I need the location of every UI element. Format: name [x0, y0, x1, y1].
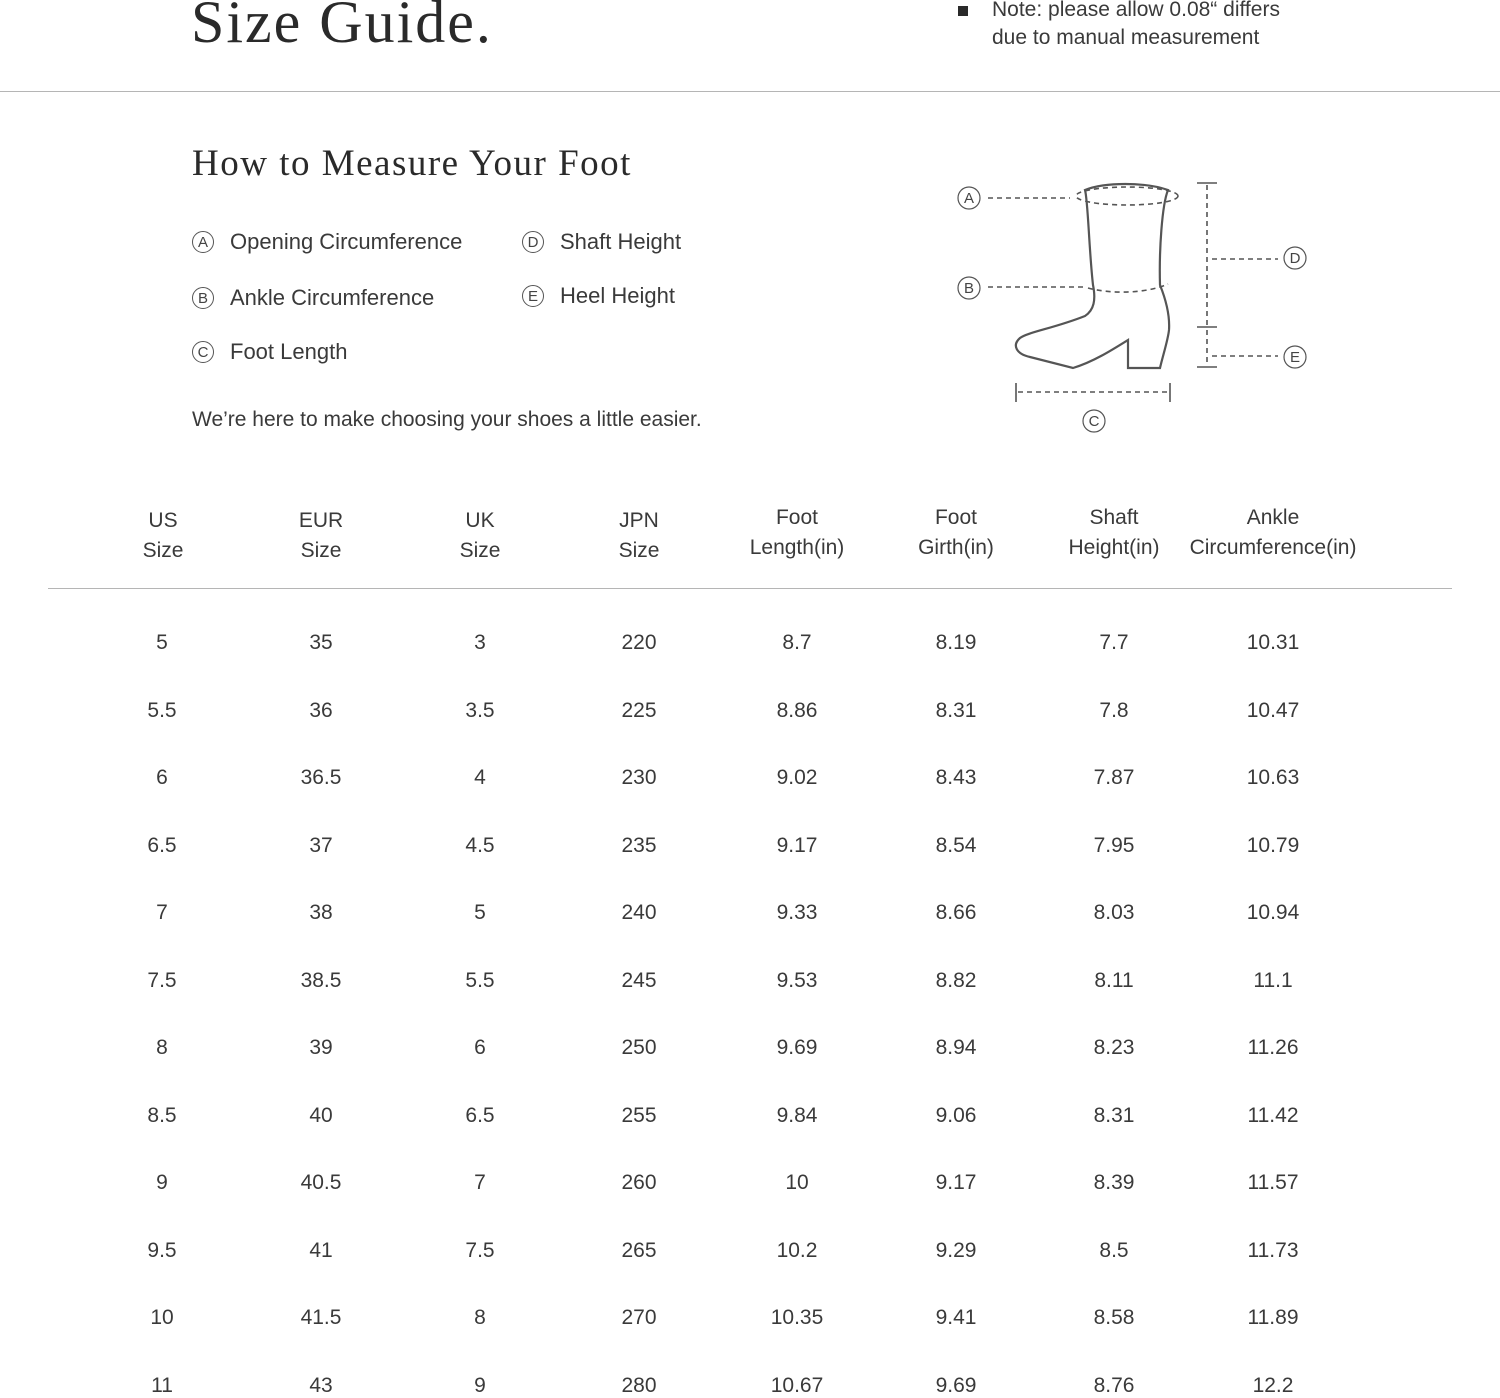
table-cell: 10.47: [1246, 699, 1300, 722]
table-cell: 8.03: [1093, 901, 1135, 924]
table-cell: 9: [156, 1171, 168, 1194]
table-cell: 8.5: [1099, 1239, 1129, 1262]
note-line-1: Note: please allow 0.08“ differs: [992, 0, 1280, 21]
table-cell: 10: [150, 1306, 174, 1329]
table-cell: 7: [474, 1171, 486, 1194]
table-cell: 9: [474, 1374, 486, 1397]
table-cell: 9.02: [776, 766, 818, 789]
table-cell: 40: [309, 1104, 333, 1127]
table-cell: 8.11: [1094, 969, 1134, 992]
table-cell: 5: [156, 631, 168, 654]
table-cell: 40.5: [300, 1171, 342, 1194]
legend-label: Foot Length: [230, 339, 348, 364]
table-cell: 41.5: [300, 1306, 342, 1329]
column-header-uk-size: UK Size: [459, 509, 501, 562]
header-divider: [0, 91, 1500, 92]
table-cell: 7.87: [1093, 766, 1135, 789]
table-cell: 8.43: [935, 766, 977, 789]
letter-a-icon: A: [192, 231, 214, 253]
diagram-label-b: B: [963, 280, 975, 297]
table-cell: 265: [621, 1239, 657, 1262]
table-cell: 39: [309, 1036, 333, 1059]
legend-item-foot-length: [192, 339, 347, 365]
table-cell: 8.31: [935, 699, 977, 722]
table-cell: 7.5: [147, 969, 177, 992]
table-cell: 11.73: [1247, 1239, 1299, 1262]
table-cell: 11: [151, 1374, 173, 1397]
table-cell: 6: [474, 1036, 486, 1059]
column-header-shaft-height: Shaft Height(in): [1068, 506, 1160, 559]
table-cell: 10.63: [1246, 766, 1300, 789]
letter-d-icon: D: [522, 231, 544, 253]
table-cell: 250: [621, 1036, 657, 1059]
table-cell: 5.5: [147, 699, 177, 722]
diagram-label-a: A: [963, 190, 975, 207]
table-cell: 35: [309, 631, 333, 654]
table-cell: 10: [785, 1171, 809, 1194]
table-cell: 36.5: [300, 766, 342, 789]
table-cell: 36: [309, 699, 333, 722]
table-cell: 7.7: [1099, 631, 1129, 654]
table-cell: 255: [621, 1104, 657, 1127]
table-cell: 8.5: [147, 1104, 177, 1127]
diagram-label-d: D: [1289, 250, 1301, 267]
table-cell: 3: [474, 631, 486, 654]
table-cell: 235: [621, 834, 657, 857]
table-cell: 41: [309, 1239, 333, 1262]
table-cell: 8.54: [935, 834, 977, 857]
table-cell: 8.19: [935, 631, 977, 654]
table-cell: 9.84: [776, 1104, 818, 1127]
table-cell: 8.66: [935, 901, 977, 924]
column-header-eur-size: EUR Size: [298, 509, 344, 562]
legend-item-heel-height: [522, 283, 675, 309]
table-cell: 12.2: [1252, 1374, 1294, 1397]
table-cell: 8.31: [1093, 1104, 1135, 1127]
measure-section-title: How to Measure Your Foot: [192, 143, 632, 184]
table-cell: 8: [156, 1036, 168, 1059]
ankle-circumference-line: [1088, 284, 1168, 292]
table-cell: 9.29: [935, 1239, 977, 1262]
table-cell: 7.5: [465, 1239, 495, 1262]
table-cell: 6.5: [147, 834, 177, 857]
table-cell: 10.31: [1246, 631, 1300, 654]
table-cell: 43: [309, 1374, 333, 1397]
table-cell: 220: [621, 631, 657, 654]
table-cell: 10.2: [776, 1239, 818, 1262]
table-cell: 10.67: [770, 1374, 824, 1397]
legend-label: Heel Height: [560, 283, 675, 308]
table-cell: 8.58: [1093, 1306, 1135, 1329]
legend-label: Shaft Height: [560, 229, 682, 254]
legend-item-opening-circumference: [192, 229, 462, 255]
letter-c-icon: C: [192, 341, 214, 363]
table-cell: 280: [621, 1374, 657, 1397]
table-cell: 3.5: [465, 699, 495, 722]
table-cell: 11.89: [1247, 1306, 1299, 1329]
table-cell: 11.26: [1247, 1036, 1299, 1059]
table-cell: 9.06: [935, 1104, 977, 1127]
legend-item-ankle-circumference: [192, 285, 434, 311]
page-title: Size Guide.: [191, 0, 493, 55]
note-line-2: due to manual measurement: [992, 26, 1260, 49]
table-cell: 9.33: [776, 901, 818, 924]
table-cell: 225: [621, 699, 657, 722]
table-cell: 10.79: [1246, 834, 1300, 857]
table-cell: 10.94: [1246, 901, 1300, 924]
legend-label: Ankle Circumference: [230, 285, 435, 310]
table-cell: 9.69: [776, 1036, 818, 1059]
table-header-divider: [48, 588, 1452, 589]
column-header-jpn-size: JPN Size: [618, 509, 660, 562]
table-cell: 8.82: [935, 969, 977, 992]
square-bullet-icon: [958, 6, 968, 16]
table-cell: 7: [156, 901, 168, 924]
column-header-us-size: US Size: [142, 509, 184, 562]
table-cell: 230: [621, 766, 657, 789]
table-cell: 9.53: [776, 969, 818, 992]
table-cell: 8.7: [782, 631, 812, 654]
column-header-ankle-circumference: Ankle Circumference(in): [1189, 506, 1357, 559]
boot-measurement-diagram: [940, 165, 1340, 445]
table-cell: 9.69: [935, 1374, 977, 1397]
table-cell: 7.95: [1093, 834, 1135, 857]
table-cell: 9.17: [776, 834, 818, 857]
table-cell: 37: [309, 834, 333, 857]
diagram-label-c: C: [1088, 413, 1100, 430]
table-cell: 4: [474, 766, 486, 789]
table-cell: 9.41: [935, 1306, 977, 1329]
letter-b-icon: B: [192, 287, 214, 309]
table-cell: 4.5: [465, 834, 495, 857]
table-cell: 8.86: [776, 699, 818, 722]
tagline: We’re here to make choosing your shoes a little easier.: [192, 408, 702, 431]
table-cell: 6: [156, 766, 168, 789]
table-cell: 9.17: [935, 1171, 977, 1194]
diagram-label-e: E: [1289, 349, 1301, 366]
legend-item-shaft-height: [522, 229, 681, 255]
table-cell: 11.1: [1253, 969, 1293, 992]
table-cell: 270: [621, 1306, 657, 1329]
opening-circumference-line: [1076, 187, 1178, 205]
table-cell: 8.76: [1093, 1374, 1135, 1397]
measurement-note: [958, 0, 1280, 52]
table-cell: 11.57: [1247, 1171, 1299, 1194]
table-cell: 11.42: [1247, 1104, 1299, 1127]
table-cell: 5.5: [465, 969, 495, 992]
table-cell: 245: [621, 969, 657, 992]
table-cell: 10.35: [770, 1306, 824, 1329]
table-cell: 240: [621, 901, 657, 924]
column-header-foot-length: Foot Length(in): [749, 506, 845, 559]
table-cell: 9.5: [147, 1239, 177, 1262]
table-cell: 260: [621, 1171, 657, 1194]
table-cell: 8.23: [1093, 1036, 1135, 1059]
letter-e-icon: E: [522, 285, 544, 307]
table-cell: 8.39: [1093, 1171, 1135, 1194]
table-cell: 8.94: [935, 1036, 977, 1059]
table-cell: 6.5: [465, 1104, 495, 1127]
legend-label: Opening Circumference: [230, 229, 463, 254]
table-cell: 7.8: [1099, 699, 1129, 722]
table-cell: 5: [474, 901, 486, 924]
table-cell: 8: [474, 1306, 486, 1329]
column-header-foot-girth: Foot Girth(in): [918, 506, 994, 559]
boot-outline-icon: [1016, 184, 1169, 368]
table-cell: 38: [309, 901, 333, 924]
table-cell: 38.5: [300, 969, 342, 992]
